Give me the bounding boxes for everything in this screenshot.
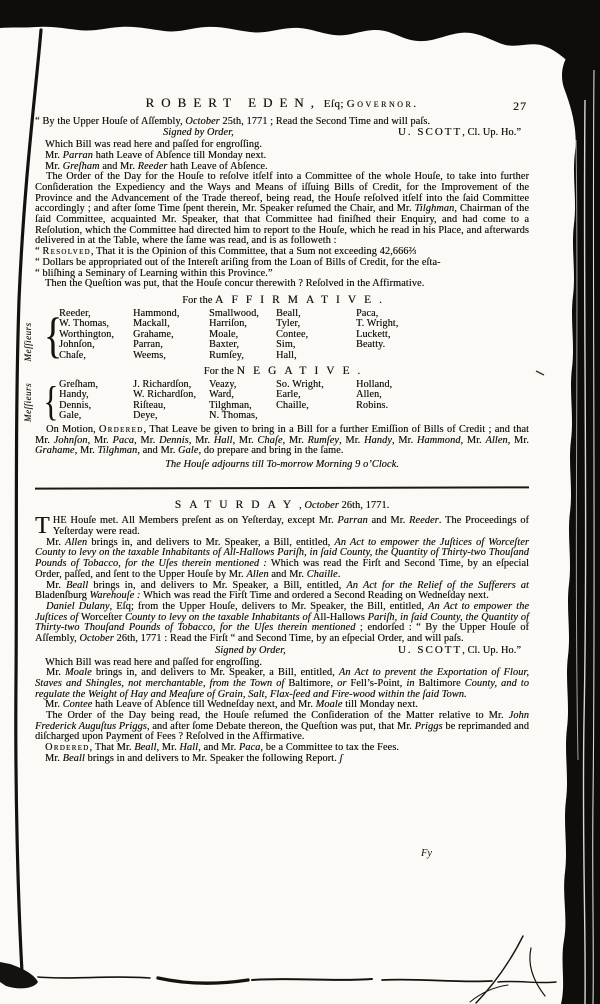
heading-affirmative: For the AFFIRMATIVE. <box>182 293 382 306</box>
running-header <box>35 95 529 113</box>
voter-name: Baxter, <box>209 339 239 351</box>
line-ordered-fees-committee: Ordered, That Mr. Beall, Mr. Hall, and Mr. Paca, be a Committee to tax the Fees. <box>45 742 399 754</box>
line-house-adjourns: The Houſe adjourns till To-morrow Morning 9 o’Clock. <box>165 458 399 470</box>
voter-name: Beall, <box>276 307 301 319</box>
heading-saturday: SATURDAY, October 26th, 1771. <box>174 498 390 511</box>
right-band-white-streak <box>583 100 585 1004</box>
voter-name: Hammond, <box>133 307 180 319</box>
paragraph-beall-bill: Mr. Beall brings in, and delivers to Mr. Speaker, a Bill, entitled, An Act for the Relief of the Sufferers at Bladenſburg Warehouſe : Which was read the Firſt Time and ordered a Second Reading on Wedneſday next. <box>35 579 529 602</box>
signed-by-order-row-2 <box>35 645 529 657</box>
voter-name: Worthington, <box>59 328 114 340</box>
voter-name: Moale, <box>209 328 239 340</box>
paragraph-moale-bill: Mr. Moale brings in, and delivers to Mr. Speaker, a Bill, entitled, An Act to prevent the Exportation of Flour, Staves and Shingles, not merchantable, from the Town of Baltimore, or Fell’s-Point, in Baltimore County, and to regulate the Weight of Hay and Meaſure of Grain, Salt, Flax-ſeed and Fire-wood within the ſaid Town. <box>35 667 529 700</box>
governor-title: ROBERT EDEN, Eſq; Governor. <box>145 95 419 110</box>
voter-name: T. Wright, <box>356 318 399 330</box>
voter-name: Harriſon, <box>209 318 247 330</box>
affirmative-columns <box>59 309 529 362</box>
section-divider-rule <box>35 486 529 489</box>
vote-column <box>133 309 209 362</box>
messieurs-label: Meſſieurs <box>23 322 33 362</box>
voter-name: Beatty. <box>356 339 386 351</box>
voter-name: Paca, <box>356 307 379 319</box>
vote-column <box>209 309 276 362</box>
voter-name: So. Wright, <box>276 378 324 390</box>
voter-name: Grahame, <box>133 328 174 340</box>
resolution-line-1: “ Resolved, That it is the Opinion of this Committee, that a Sum not exceeding 42,666⅔ <box>35 246 417 258</box>
paragraph-house-met-text: HE Houſe met. All Members preſent as on Yeſterday, except Mr. Parran and Mr. Reeder. The Proceedings of Yeſterday were read. <box>52 515 529 538</box>
voter-name: Dennis, <box>59 399 92 411</box>
paragraph-house-met <box>35 513 529 540</box>
clerk-signature: U. SCOTT, Cl. Up. Ho.” <box>397 643 521 656</box>
voter-name: Mackall, <box>133 318 170 330</box>
right-band-white-streak <box>593 70 594 1004</box>
drop-cap-T: T <box>35 513 50 540</box>
voter-name: Rumſey, <box>209 349 244 361</box>
vote-column <box>133 380 209 422</box>
resolution-line-2: “ Dollars be appropriated out of the Intereſt ariſing from the Loan of Bills of Credit, for the eſta- <box>35 256 441 268</box>
voter-name: N. Thomas, <box>209 410 258 422</box>
line-engrossing-1: Which Bill was read here and paſſed for engroſſing. <box>45 139 262 151</box>
voter-name: Smallwood, <box>209 307 259 319</box>
voter-name: Sim, <box>276 339 296 351</box>
messieurs-label: Meſſieurs <box>23 382 33 422</box>
voter-name: W. Thomas, <box>59 318 109 330</box>
voter-name: Tyler, <box>276 318 301 330</box>
clerk-signature: U. SCOTT, Cl. Up. Ho.” <box>397 126 521 139</box>
endorsement-line-oct25: “ By the Upper Houſe of Aſſembly, October 25th, 1771 ; Read the Second Time and will paſs. <box>35 115 431 127</box>
paragraph-on-motion-ordered: On Motion, Ordered, That Leave be given to bring in a Bill for a further Emiſſion of Bills of Credit ; and that Mr. Johnſon, Mr. Paca, Mr. Dennis, Mr. Hall, Mr. Chaſe, Mr. Rumſey, Mr. Handy, Mr. Hammond, Mr. Allen, Mr. Grahame, Mr. Tilghman, and Mr. Gale, do prepare and bring in the ſame. <box>35 423 529 457</box>
paragraph-committee-of-whole: The Order of the Day for the Houſe to reſolve itſelf into a Committee of the whole Houſe, to take into further Conſideration the Expediency and the Ways and Means of iſſuing Bills of Credit, for the Improvement of the Province and the Advancement of the Trade thereof, being read, the Houſe reſolved itſelf into the ſaid Committee accordingly ; and after ſome Time ſpent therein, Mr. Speaker reſumed the Chair, and Mr. Tilghman, Chairman of the ſaid Committee, acquainted Mr. Speaker, that that Committee had finiſhed their Enquiry, and had come to a Reſolution, which the Committee had directed him to report to the Houſe, which he read in his Place, and afterwards delivered in at the Table, where the ſame was read, and is as followeth : <box>35 171 529 247</box>
printer-signature-mark: Fy <box>421 848 433 859</box>
voter-name: Veazy, <box>209 378 237 390</box>
left-bottom-ink-blob <box>0 962 38 988</box>
voter-name: Holland, <box>356 378 393 390</box>
vote-column <box>209 380 276 422</box>
voter-name: Johnſon, <box>59 339 95 351</box>
bottom-right-pen-curls <box>470 936 545 1003</box>
paragraph-dulany-bill: Daniel Dulany, Eſq; from the Upper Houſe, delivers to Mr. Speaker, the Bill, entitled, An Act to empower the Juſtices of Worceſter County to levy on the taxable Inhabitants of All-Hallows Pariſh, in ſaid County, the Quantity of Thirty-two Thouſand Pounds of Tobacco, for the Uſes therein mentioned ; endorſed : “ By the Upper Houſe of Aſſembly, October 26th, 1771 : Read the Firſt “ and Second Time, by an eſpecial Order, and will paſs. <box>35 601 529 645</box>
margin-ink-tick <box>536 371 544 375</box>
right-band-white-streak <box>576 140 578 760</box>
signed-by-order-row-1 <box>35 127 529 139</box>
page-content <box>23 95 529 765</box>
vote-column <box>356 309 398 362</box>
vote-table-negative: Meſſieurs { Greſham, Handy, Dennis, Gale, J. Richardſon, W. Richardſon, Riſteau, Deye, Veazy, Ward, Tilghman, N. Thomas, So. Wright, Earle, Chaille, Holland, Allen, Robins. <box>35 380 529 422</box>
top-ink-band <box>0 0 600 86</box>
voter-name: Gale, <box>59 410 82 422</box>
voter-name: Parran, <box>133 339 163 351</box>
voter-name: Chaſe, <box>59 349 86 361</box>
line-contee-moale-leave: Mr. Contee hath Leave of Abſence till Wedneſday next, and Mr. Moale till Monday next. <box>45 699 418 711</box>
voter-name: Ward, <box>209 389 234 401</box>
heading-negative: For the NEGATIVE. <box>203 365 361 378</box>
voter-name: Allen, <box>356 389 382 401</box>
voter-name: Contee, <box>276 328 309 340</box>
line-question-put: Then the Queſtion was put, that the Houſe concur therewith ? Reſolved in the Affirmative. <box>45 278 425 290</box>
negative-columns <box>59 380 529 422</box>
vote-column <box>59 309 133 362</box>
bottom-smudge-line <box>38 977 556 983</box>
resolution-line-3: “ bliſhing a Seminary of Learning within this Province.” <box>35 267 273 279</box>
voter-name: Reeder, <box>59 307 91 319</box>
signed-by-order-label: Signed by Order, <box>163 127 234 139</box>
line-beall-report: Mr. Beall brings in and delivers to Mr. Speaker the following Report. ʃ <box>45 752 343 764</box>
voter-name: Greſham, <box>59 378 98 390</box>
vote-column <box>356 380 392 422</box>
right-ink-band <box>561 40 600 1004</box>
signed-by-order-label: Signed by Order, <box>215 644 286 656</box>
voter-name: Chaille, <box>276 399 309 411</box>
paragraph-allen-bill: Mr. Allen brings in, and delivers to Mr. Speaker, a Bill, entitled, An Act to empower the Juſtices of Worceſter County to levy on the taxable Inhabitants of All-Hallows Pariſh, in ſaid County, the Quantity of Thirty-two Thouſand Pounds of Tobacco, for the Uſes therein mentioned : Which was read the Firſt and Second Time, by an eſpecial Order, paſſed, and ſent to the Upper Houſe by Mr. Allen and Mr. Chaille. <box>35 536 529 580</box>
voter-name: Deye, <box>133 410 158 422</box>
vote-column <box>59 380 133 422</box>
voter-name: Handy, <box>59 389 89 401</box>
voter-name: Tilghman, <box>209 399 252 411</box>
voter-name: Earle, <box>276 389 301 401</box>
voter-name: Weems, <box>133 349 166 361</box>
voter-name: W. Richardſon, <box>133 389 196 401</box>
line-engrossing-2: Which Bill was read here and paſſed for engroſſing. <box>45 656 262 668</box>
voter-name: Riſteau, <box>133 399 166 411</box>
voter-name: Robins. <box>356 399 389 411</box>
vote-column <box>276 309 356 362</box>
vote-column <box>276 380 356 422</box>
page-number: 27 <box>513 99 527 113</box>
line-parran-leave: Mr. Parran hath Leave of Abſence till Monday next. <box>45 149 267 161</box>
voter-name: Hall, <box>276 349 297 361</box>
voter-name: Luckett, <box>356 328 391 340</box>
vote-table-affirmative: Meſſieurs { Reeder, W. Thomas, Worthington, Johnſon, Chaſe, Hammond, Mackall, Grahame, Parran, Weems, Smallwood, Harriſon, Moale, Baxter, Rumſey, Beall, Tyler, Contee, Sim, Hall, Paca, T. Wright, Luckett, Beatty. <box>35 309 529 362</box>
line-gresham-reeder-leave: Mr. Greſham and Mr. Reeder hath Leave of Abſence. <box>45 160 268 172</box>
voter-name: J. Richardſon, <box>133 378 192 390</box>
paragraph-priggs-matter: The Order of the Day being read, the Houſe reſumed the Conſideration of the Matter relative to Mr. John Frederick Auguſtus Priggs, and after ſome Debate thereon, the Queſtion was put, that Mr. Priggs be reprimanded and diſcharged upon Payment of Fees ? Reſolved in the Affirmative. <box>35 710 529 743</box>
